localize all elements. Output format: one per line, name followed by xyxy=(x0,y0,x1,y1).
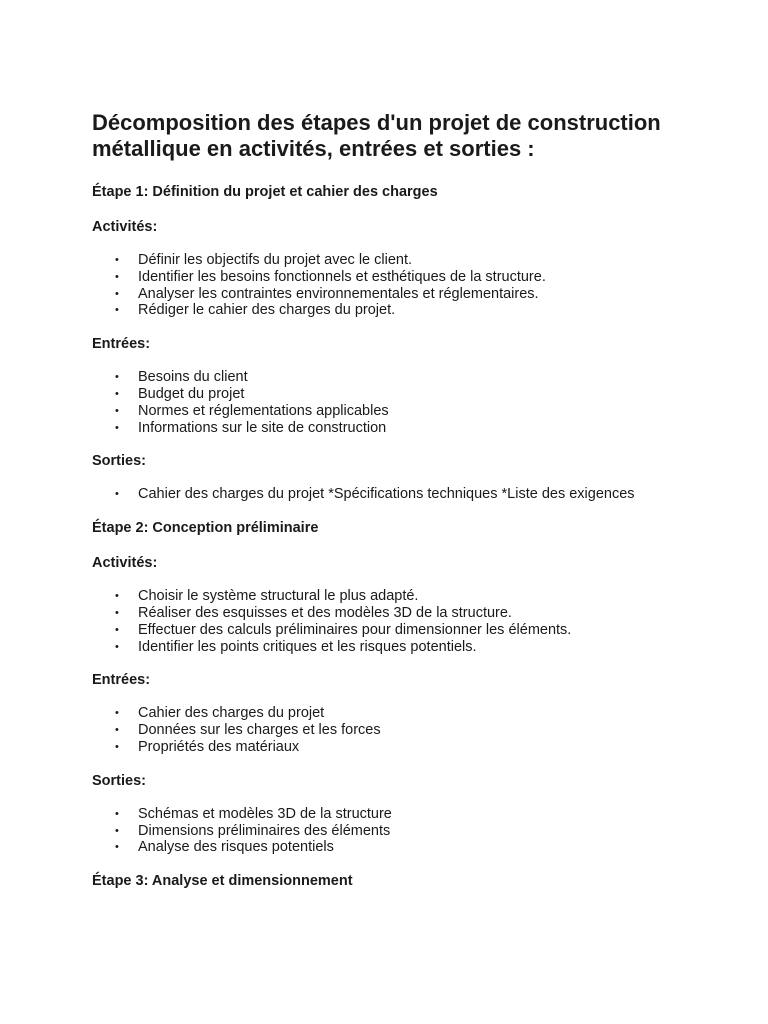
list-item-text: Cahier des charges du projet xyxy=(138,705,325,722)
list-item-text: Schémas et modèles 3D de la structure xyxy=(138,805,392,822)
bullet-icon: • xyxy=(115,254,119,266)
list-item-text: Réaliser des esquisses et des modèles 3D de la structure. xyxy=(138,604,512,621)
list-item-text: Normes et réglementations applicables xyxy=(138,402,389,419)
bullet-icon: • xyxy=(115,724,119,737)
sorties-list xyxy=(92,486,688,503)
list-item-text: Effectuer des calculs préliminaires pour dimensionner les éléments. xyxy=(138,621,572,638)
entrees-heading: Entrées: xyxy=(92,672,151,689)
list-item xyxy=(92,839,688,856)
list-item xyxy=(92,605,688,622)
bullet-icon: • xyxy=(115,590,119,603)
activites-heading: Activités: xyxy=(92,219,158,235)
stage-2 xyxy=(92,520,688,856)
list-item xyxy=(92,588,688,605)
list-item xyxy=(92,403,688,420)
list-item xyxy=(92,705,688,722)
stage-1 xyxy=(92,184,688,503)
list-item xyxy=(92,420,688,437)
list-item xyxy=(92,823,688,840)
list-item-text: Cahier des charges du projet *Spécifications techniques *Liste des exigences xyxy=(138,486,635,503)
stage-heading: Étape 3: Analyse et dimensionnement xyxy=(92,873,353,890)
sorties-list xyxy=(92,806,688,856)
list-item xyxy=(92,622,688,639)
activites-list xyxy=(92,588,688,655)
list-item xyxy=(92,486,688,503)
list-item-text: Choisir le système structural le plus adapté. xyxy=(138,588,419,605)
list-item-text: Informations sur le site de construction xyxy=(138,419,387,436)
bullet-icon: • xyxy=(115,623,119,636)
bullet-icon: • xyxy=(115,404,119,417)
sorties-heading: Sorties: xyxy=(92,772,146,789)
list-item xyxy=(92,252,688,269)
list-item xyxy=(92,286,688,303)
list-item-text: Dimensions préliminaires des éléments xyxy=(138,822,391,839)
list-item xyxy=(92,639,688,656)
list-item-text: Analyse des risques potentiels xyxy=(138,839,334,856)
bullet-icon: • xyxy=(115,824,119,837)
bullet-icon: • xyxy=(115,488,119,501)
list-item-text: Identifier les besoins fonctionnels et esthétiques de la structure. xyxy=(138,268,546,285)
bullet-icon: • xyxy=(115,740,119,753)
list-item xyxy=(92,386,688,403)
entrees-heading: Entrées: xyxy=(92,336,151,353)
activites-heading: Activités: xyxy=(92,555,158,572)
bullet-icon: • xyxy=(115,304,119,317)
bullet-icon: • xyxy=(115,707,119,720)
sorties-heading: Sorties: xyxy=(92,453,146,470)
stage-heading: Étape 1: Définition du projet et cahier des charges xyxy=(92,184,438,200)
activites-list xyxy=(92,252,688,319)
list-item xyxy=(92,739,688,756)
bullet-icon: • xyxy=(115,421,119,434)
list-item-text: Données sur les charges et les forces xyxy=(138,722,381,739)
document-title: Décomposition des étapes d'un projet de construction métallique en activités, entrées et sorties : xyxy=(92,110,661,161)
bullet-icon: • xyxy=(115,640,119,653)
list-item-text: Besoins du client xyxy=(138,369,248,386)
bullet-icon: • xyxy=(115,807,119,820)
list-item xyxy=(92,269,688,286)
bullet-icon: • xyxy=(115,287,119,300)
list-item-text: Analyser les contraintes environnementales et réglementaires. xyxy=(138,285,539,302)
bullet-icon: • xyxy=(115,371,119,384)
bullet-icon: • xyxy=(115,606,119,619)
list-item-text: Définir les objectifs du projet avec le client. xyxy=(138,252,413,268)
list-item-text: Propriétés des matériaux xyxy=(138,738,300,755)
list-item-text: Budget du projet xyxy=(138,385,245,402)
bullet-icon: • xyxy=(115,387,119,400)
list-item-text: Identifier les points critiques et les risques potentiels. xyxy=(138,638,477,655)
entrees-list xyxy=(92,369,688,436)
stage-heading: Étape 2: Conception préliminaire xyxy=(92,520,319,537)
stage-3 xyxy=(92,873,688,890)
bullet-icon: • xyxy=(115,841,119,854)
list-item xyxy=(92,806,688,823)
list-item xyxy=(92,302,688,319)
list-item xyxy=(92,722,688,739)
list-item xyxy=(92,369,688,386)
list-item-text: Rédiger le cahier des charges du projet. xyxy=(138,302,396,319)
bullet-icon: • xyxy=(115,270,119,283)
entrees-list xyxy=(92,705,688,755)
